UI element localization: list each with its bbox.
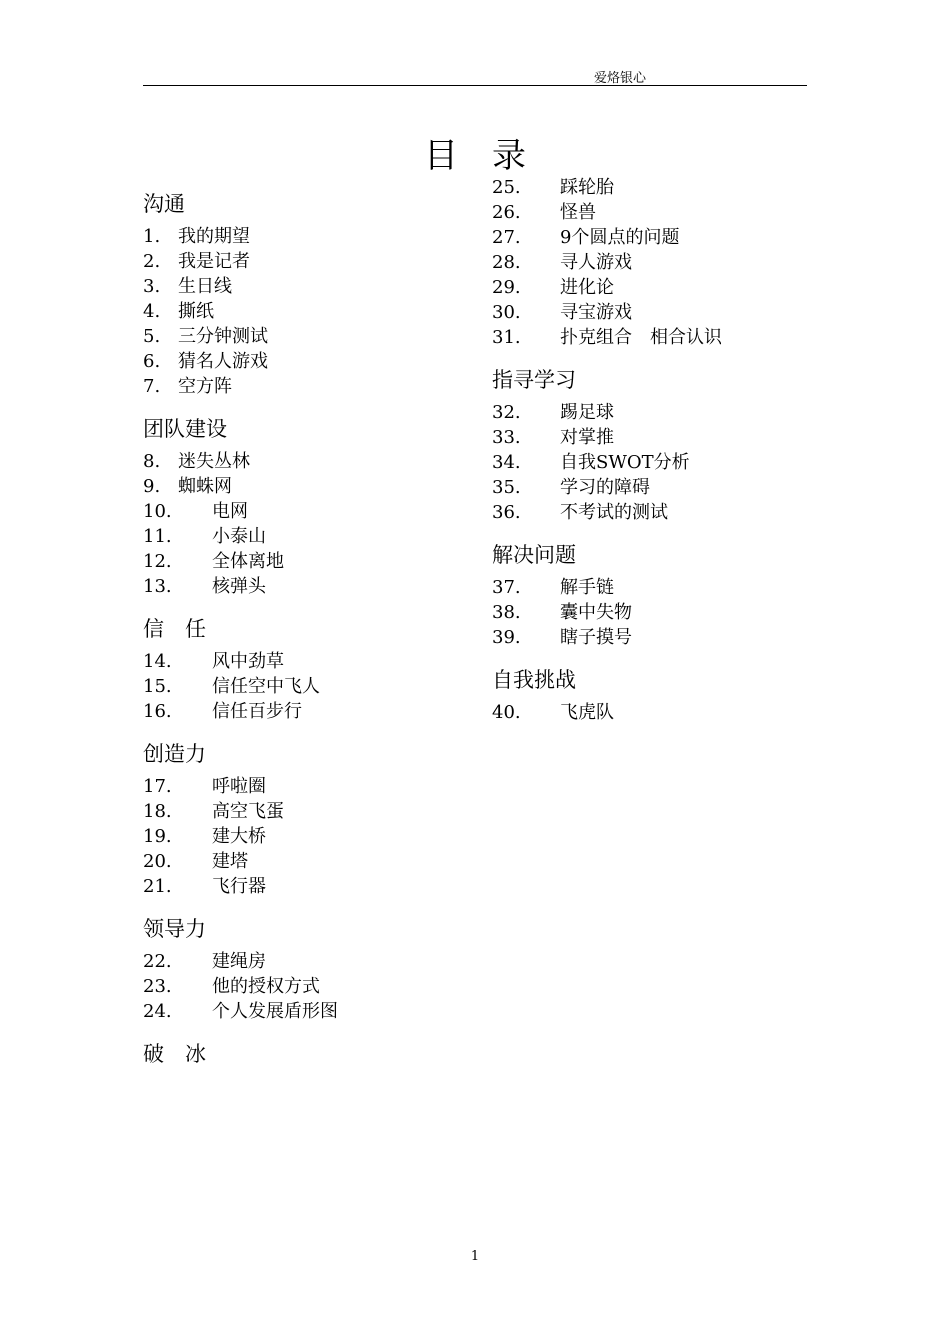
toc-entry-number: 33.	[492, 427, 521, 448]
toc-section-heading: 领导力	[143, 917, 206, 941]
toc-entry-title: 我的期望	[178, 226, 250, 247]
toc-entry-title: 全体离地	[212, 551, 284, 572]
toc-entry-number: 9.	[143, 476, 161, 497]
toc-entry-number: 4.	[143, 301, 161, 322]
toc-entry-title: 9个圆点的问题	[560, 227, 680, 248]
toc-entry	[143, 324, 268, 349]
toc-entry-title: 他的授权方式	[212, 976, 320, 997]
toc-entry-number: 12.	[143, 551, 172, 572]
toc-entry-number: 17.	[143, 776, 172, 797]
toc-entry	[143, 674, 320, 699]
toc-entry-title: 飞行器	[212, 876, 266, 897]
toc-entry-title: 飞虎队	[560, 702, 614, 723]
toc-entry-number: 25.	[492, 177, 521, 198]
toc-entry-number: 32.	[492, 402, 521, 423]
toc-entry	[492, 400, 614, 425]
toc-entry	[143, 649, 284, 674]
toc-entry-title: 猜名人游戏	[178, 351, 268, 372]
toc-entry-number: 14.	[143, 651, 172, 672]
toc-entry-title: 寻宝游戏	[560, 302, 632, 323]
toc-entry-title: 生日线	[178, 276, 232, 297]
toc-entry-number: 29.	[492, 277, 521, 298]
toc-section-heading: 信 任	[143, 617, 206, 641]
toc-entry-number: 1.	[143, 226, 161, 247]
toc-entry	[143, 874, 266, 899]
toc-entry-title: 怪兽	[560, 202, 596, 223]
toc-entry	[492, 275, 614, 300]
toc-entry-number: 40.	[492, 702, 521, 723]
toc-entry	[143, 249, 250, 274]
toc-entry-title: 我是记者	[178, 251, 250, 272]
toc-entry-number: 5.	[143, 326, 161, 347]
toc-entry-number: 15.	[143, 676, 172, 697]
header-rule	[143, 85, 807, 86]
toc-entry-title: 建塔	[212, 851, 248, 872]
toc-entry-number: 36.	[492, 502, 521, 523]
toc-entry-title: 建大桥	[212, 826, 266, 847]
toc-entry-title: 呼啦圈	[212, 776, 266, 797]
toc-entry	[492, 425, 614, 450]
toc-entry-number: 2.	[143, 251, 161, 272]
toc-section-heading: 指寻学习	[492, 368, 576, 392]
toc-entry-number: 19.	[143, 826, 172, 847]
toc-entry-title: 高空飞蛋	[212, 801, 284, 822]
toc-entry	[143, 474, 232, 499]
toc-entry	[143, 849, 248, 874]
toc-entry-number: 7.	[143, 376, 161, 397]
toc-entry-title: 风中劲草	[212, 651, 284, 672]
toc-entry-title: 迷失丛林	[178, 451, 250, 472]
toc-entry-number: 24.	[143, 1001, 172, 1022]
toc-entry-number: 11.	[143, 526, 172, 547]
toc-entry-number: 21.	[143, 876, 172, 897]
toc-entry	[143, 549, 284, 574]
toc-entry-number: 39.	[492, 627, 521, 648]
toc-entry	[492, 300, 632, 325]
page-number: 1	[470, 1249, 480, 1264]
toc-section-heading: 创造力	[143, 742, 206, 766]
toc-entry	[143, 974, 320, 999]
toc-entry	[143, 999, 338, 1024]
toc-entry-title: 学习的障碍	[560, 477, 650, 498]
toc-entry-number: 16.	[143, 701, 172, 722]
toc-section-heading: 团队建设	[143, 417, 227, 441]
toc-entry-title: 寻人游戏	[560, 252, 632, 273]
toc-entry-title: 小泰山	[212, 526, 266, 547]
toc-entry-title: 进化论	[560, 277, 614, 298]
toc-entry-number: 35.	[492, 477, 521, 498]
toc-entry-number: 13.	[143, 576, 172, 597]
toc-entry	[143, 824, 266, 849]
toc-entry	[492, 250, 632, 275]
toc-entry	[492, 700, 614, 725]
toc-section-heading: 破 冰	[143, 1042, 206, 1066]
toc-entry-title: 撕纸	[178, 301, 214, 322]
toc-section-heading: 自我挑战	[492, 668, 576, 692]
toc-entry-title: 自我SWOT分析	[560, 452, 690, 473]
toc-entry-number: 23.	[143, 976, 172, 997]
toc-entry-number: 28.	[492, 252, 521, 273]
toc-entry-number: 31.	[492, 327, 521, 348]
toc-entry	[143, 574, 266, 599]
toc-entry	[143, 499, 248, 524]
toc-entry-title: 信任空中飞人	[212, 676, 320, 697]
toc-entry	[492, 325, 722, 350]
toc-entry	[143, 374, 232, 399]
toc-entry-title: 核弹头	[212, 576, 266, 597]
toc-entry-title: 蜘蛛网	[178, 476, 232, 497]
toc-entry-number: 37.	[492, 577, 521, 598]
toc-entry-number: 38.	[492, 602, 521, 623]
toc-entry-title: 建绳房	[212, 951, 266, 972]
toc-entry-number: 18.	[143, 801, 172, 822]
toc-entry	[143, 524, 266, 549]
toc-entry-title: 对掌推	[560, 427, 614, 448]
toc-entry	[492, 225, 680, 250]
toc-section-heading: 解决问题	[492, 543, 576, 567]
toc-entry-number: 30.	[492, 302, 521, 323]
toc-entry-title: 扑克组合 相合认识	[560, 327, 722, 348]
toc-entry-title: 空方阵	[178, 376, 232, 397]
toc-entry	[492, 450, 690, 475]
toc-entry	[143, 799, 284, 824]
toc-entry-title: 瞎子摸号	[560, 627, 632, 648]
toc-entry-title: 踢足球	[560, 402, 614, 423]
toc-entry	[143, 224, 250, 249]
toc-entry	[492, 475, 650, 500]
toc-entry-title: 解手链	[560, 577, 614, 598]
toc-entry-title: 个人发展盾形图	[212, 1001, 338, 1022]
toc-entry-number: 34.	[492, 452, 521, 473]
toc-entry-number: 22.	[143, 951, 172, 972]
toc-entry	[143, 449, 250, 474]
toc-entry	[492, 600, 632, 625]
toc-entry-title: 囊中失物	[560, 602, 632, 623]
toc-entry-title: 信任百步行	[212, 701, 302, 722]
toc-entry	[492, 625, 632, 650]
toc-entry	[492, 500, 668, 525]
toc-entry-title: 踩轮胎	[560, 177, 614, 198]
toc-entry	[492, 575, 614, 600]
page-title: 目 录	[424, 136, 526, 176]
toc-entry-number: 26.	[492, 202, 521, 223]
toc-entry-title: 不考试的测试	[560, 502, 668, 523]
toc-entry	[492, 175, 614, 200]
toc-entry	[143, 274, 232, 299]
toc-entry-title: 三分钟测试	[178, 326, 268, 347]
toc-section-heading: 沟通	[143, 192, 185, 216]
toc-entry	[143, 299, 214, 324]
toc-entry-number: 27.	[492, 227, 521, 248]
toc-entry	[143, 949, 266, 974]
toc-entry-number: 3.	[143, 276, 161, 297]
toc-entry	[492, 200, 596, 225]
page-header-text: 爱烙银心	[594, 71, 647, 86]
toc-entry	[143, 774, 266, 799]
toc-entry-number: 8.	[143, 451, 161, 472]
toc-entry-number: 20.	[143, 851, 172, 872]
toc-entry-title: 电网	[212, 501, 248, 522]
toc-entry	[143, 699, 302, 724]
toc-entry-number: 10.	[143, 501, 172, 522]
toc-entry-number: 6.	[143, 351, 161, 372]
toc-entry	[143, 349, 268, 374]
